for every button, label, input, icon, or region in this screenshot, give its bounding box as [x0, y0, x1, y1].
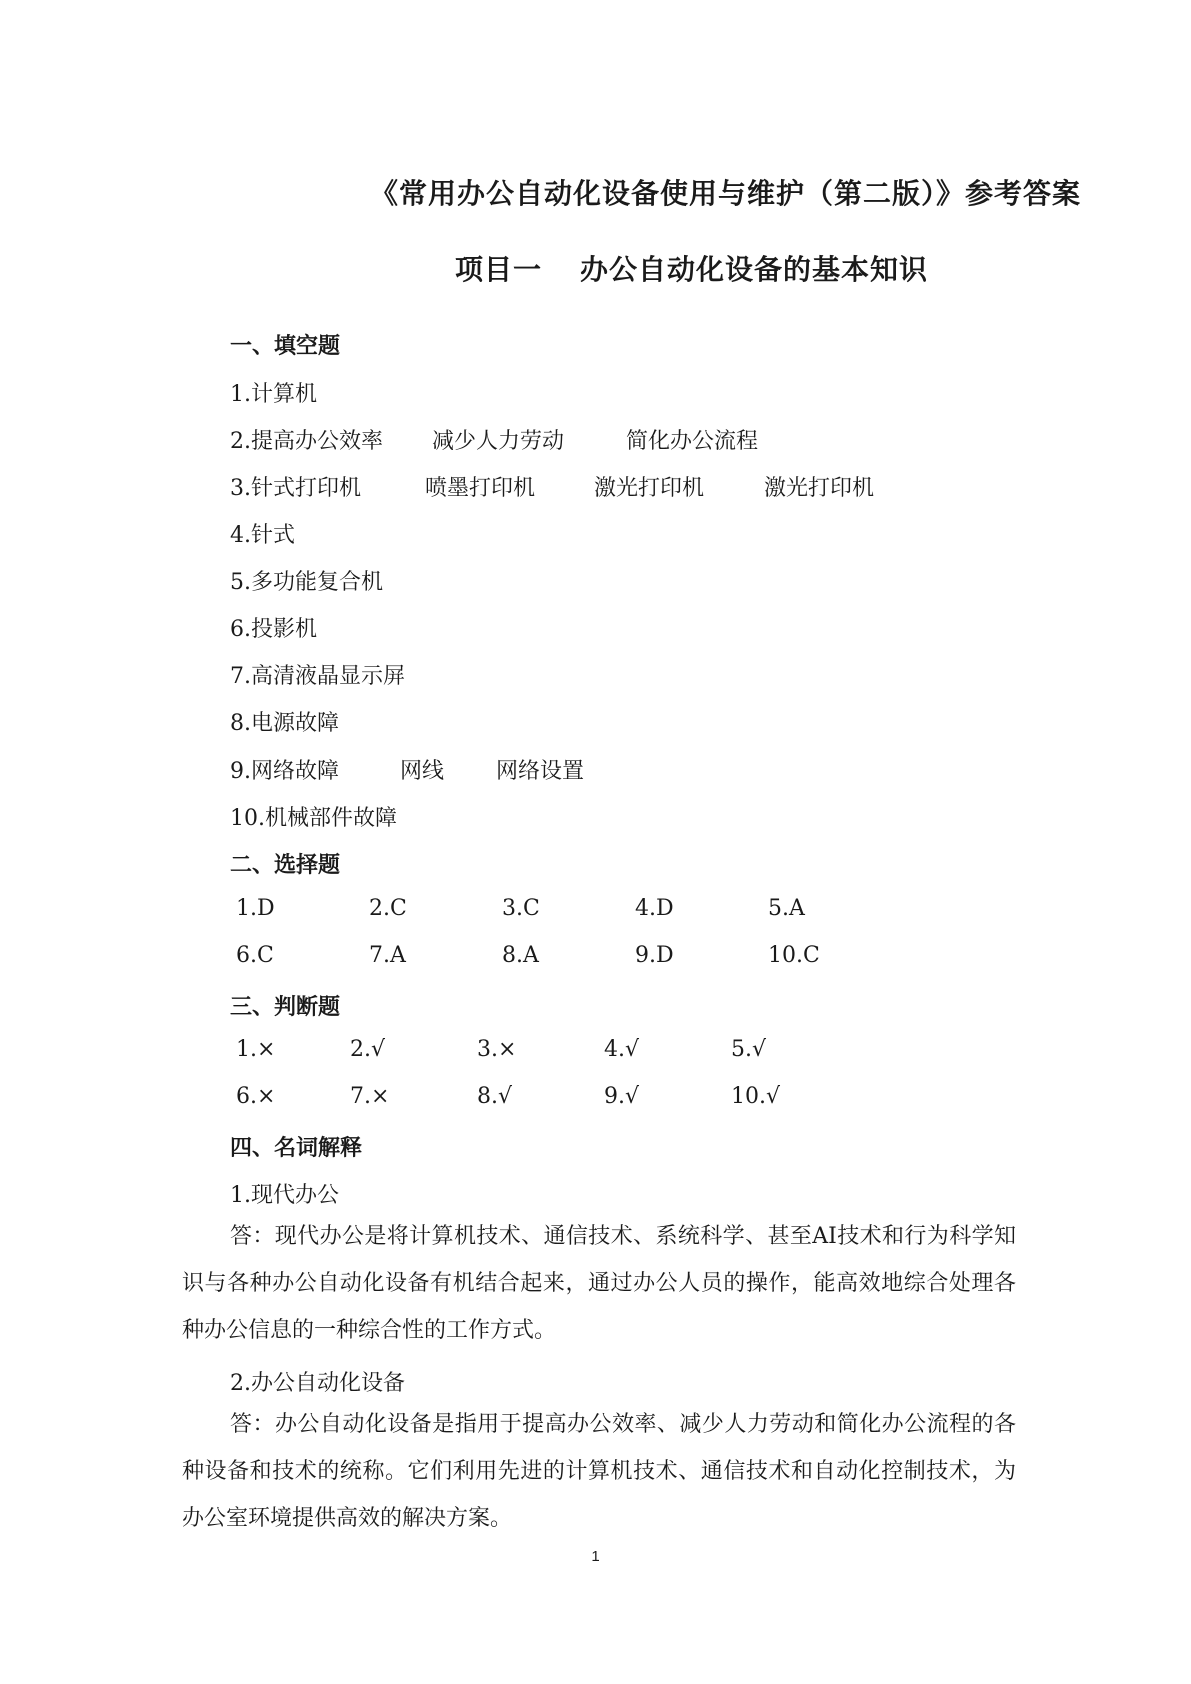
answer-line [230, 424, 758, 455]
answer-line [230, 565, 383, 596]
project-title [96, 248, 1191, 288]
answer-item: 减少人力劳动 [432, 429, 565, 454]
term-title: 1.现代办公 [230, 1183, 339, 1208]
answer-line [230, 801, 397, 832]
choice-answer: 9.D [635, 943, 674, 968]
answer-item: 5.多功能复合机 [230, 570, 383, 595]
answer-item: 2.提高办公效率 [230, 429, 383, 454]
answer-item: 激光打印机 [764, 476, 875, 501]
judgment-answer: 7.× [350, 1084, 390, 1109]
answer-item: 8.电源故障 [230, 711, 339, 736]
choice-answer: 2.C [369, 896, 407, 921]
answer-item: 10.机械部件故障 [230, 806, 397, 831]
choice-answer: 7.A [369, 943, 406, 968]
answer-item: 6.投影机 [230, 617, 317, 642]
choice-answer: 4.D [635, 896, 674, 921]
answer-item: 网络设置 [496, 759, 585, 784]
answer-line [230, 518, 295, 549]
term-answer: 答：现代办公是将计算机技术、通信技术、系统科学、甚至AI技术和行为科学知识与各种办公自动化设备有机结合起来，通过办公人员的操作，能高效地综合处理各种办公信息的一种综合性的工作方式。 [182, 1224, 1016, 1343]
section-heading-multiple-choice: 二、选择题 [230, 853, 341, 878]
answer-line [230, 471, 874, 502]
section-heading-true-false: 三、判断题 [230, 995, 341, 1020]
judgment-answer: 1.× [236, 1037, 276, 1062]
choice-answer: 5.A [768, 896, 805, 921]
answer-line [230, 612, 317, 643]
page-number: 1 [591, 1548, 600, 1565]
judgment-answer: 4.√ [604, 1037, 640, 1062]
project-name: 办公自动化设备的基本知识 [580, 253, 929, 286]
answer-item: 9.网络故障 [230, 759, 339, 784]
answer-item: 7.高清液晶显示屏 [230, 664, 405, 689]
choice-answer: 8.A [502, 943, 539, 968]
answer-line [230, 706, 339, 737]
judgment-answer: 6.× [236, 1084, 276, 1109]
section-heading-term-definitions: 四、名词解释 [230, 1136, 363, 1161]
choice-answer: 10.C [768, 943, 820, 968]
answer-line [230, 659, 405, 690]
judgment-answer: 3.× [477, 1037, 517, 1062]
choice-answer: 6.C [236, 943, 274, 968]
judgment-answer: 9.√ [604, 1084, 640, 1109]
choice-answer: 1.D [236, 896, 275, 921]
choice-answer: 3.C [502, 896, 540, 921]
judgment-answer: 10.√ [731, 1084, 781, 1109]
judgment-answer: 8.√ [477, 1084, 513, 1109]
answer-item: 1.计算机 [230, 382, 317, 407]
answer-item: 简化办公流程 [626, 429, 759, 454]
section-heading-fill-in: 一、填空题 [230, 334, 341, 359]
document-title: 《常用办公自动化设备使用与维护（第二版）》参考答案 [369, 177, 1081, 210]
answer-item: 喷墨打印机 [425, 476, 536, 501]
judgment-answer: 5.√ [731, 1037, 767, 1062]
answer-line [230, 377, 317, 408]
answer-item: 网线 [400, 759, 445, 784]
project-number: 项目一 [454, 253, 542, 286]
answer-item: 激光打印机 [594, 476, 705, 501]
judgment-answer: 2.√ [350, 1037, 386, 1062]
answer-item: 4.针式 [230, 523, 295, 548]
term-answer: 答：办公自动化设备是指用于提高办公效率、减少人力劳动和简化办公流程的各种设备和技术的统称。它们利用先进的计算机技术、通信技术和自动化控制技术，为办公室环境提供高效的解决方案。 [182, 1412, 1016, 1531]
answer-line [230, 754, 584, 785]
term-title: 2.办公自动化设备 [230, 1371, 405, 1396]
answer-item: 3.针式打印机 [230, 476, 361, 501]
